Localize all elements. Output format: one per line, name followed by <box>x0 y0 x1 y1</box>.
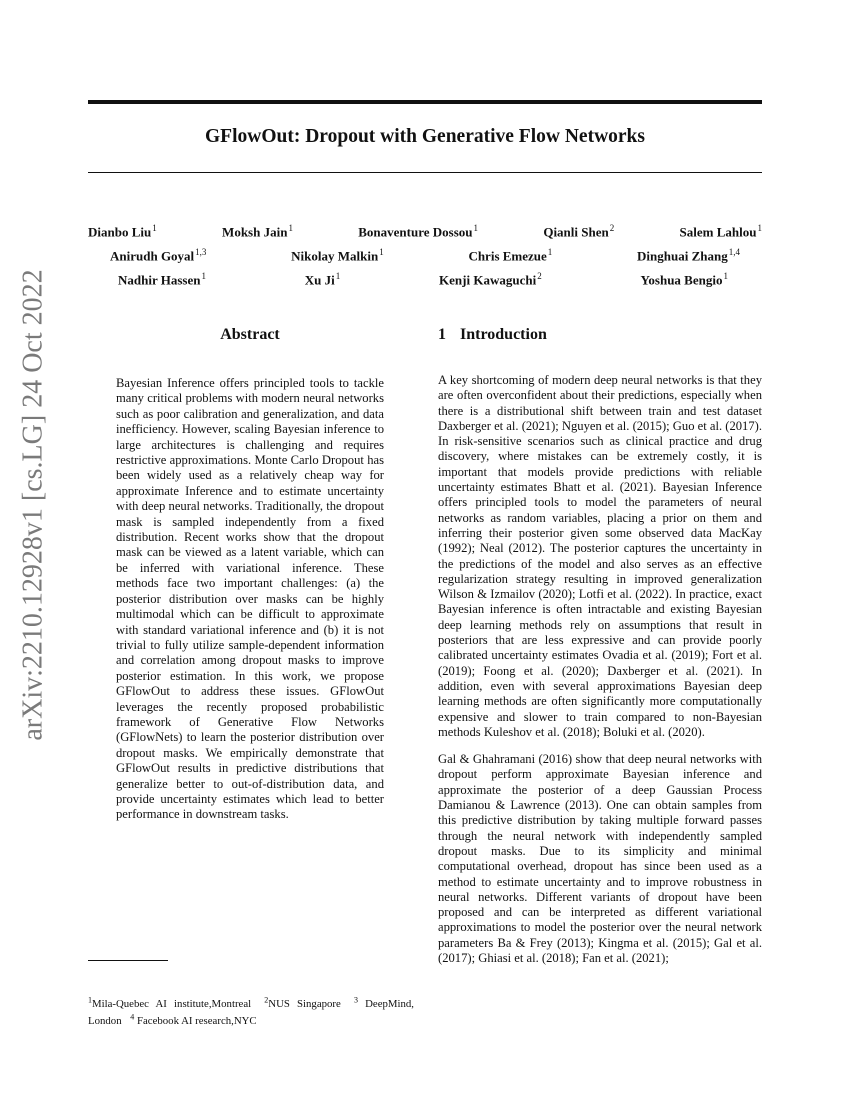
author: Salem Lahlou$^1$ <box>679 223 762 240</box>
section-number: 1 <box>438 326 446 343</box>
paragraph: Gal & Ghahramani (2016) show that deep neural networks with dropout perform approximate Bayesian inference and approximate the posterior of a deep Gaussian Process Damianou & Lawrence (2013). One can obtain samples from this predictive distribution by taking multiple forward passes through the neural network with independently sampled dropout masks. Due to its simplicity and minimal computational overhead, dropout has since been used as a method to estimate uncertainty and to improve robustness in neural networks. Different variants of dropout have been proposed and can be interpreted as different variational approximations to model the posterior over the neural network parameters Ba & Frey (2013); Kingma et al. (2015); Gal et al. (2017); Ghiasi et al. (2018); Fan et al. (2021); <box>438 752 762 965</box>
section-title: Introduction <box>460 326 547 343</box>
affiliation-footnote <box>88 993 414 1028</box>
author: Dinghuai Zhang$^{1,4}$ <box>637 247 740 264</box>
affiliation: $^2$NUS Singapore <box>264 995 341 1010</box>
author: Qianli Shen$^2$ <box>543 223 615 240</box>
author: Nadhir Hassen$^1$ <box>118 271 206 288</box>
author: Nikolay Malkin$^1$ <box>291 247 384 264</box>
author: Xu Ji$^1$ <box>304 271 341 288</box>
author: Moksh Jain$^1$ <box>222 223 293 240</box>
arxiv-identifier <box>14 269 54 741</box>
arxiv-id-text: arXiv:2210.12928v1 [cs.LG] 24 Oct 2022 <box>18 269 50 741</box>
abstract-heading: Abstract <box>220 326 280 343</box>
author: Yoshua Bengio$^1$ <box>640 271 728 288</box>
introduction-body <box>438 373 762 978</box>
abstract-body: Bayesian Inference offers principled tools to tackle many critical problems with modern neural networks such as poor calibration and generalization, and data inefficiency. However, scaling Bayesian inference to large architectures is challenging and requires restrictive approximations. Monte Carlo Dropout has been widely used as a relatively cheap way for approximate Inference and to estimate uncertainty with deep neural networks. Traditionally, the dropout mask is sampled independently from a fixed distribution. Recent works show that the dropout mask can be viewed as a latent variable, which can be inferred with variational inference. These methods face two important challenges: (a) the posterior distribution over masks can be highly multimodal which can be difficult to approximate with standard variational inference and (b) it is not trivial to fully utilize sample-dependent information and correlation among dropout masks to improve posterior estimation. In this work, we propose GFlowOut to address these issues. GFlowOut leverages the recently proposed probabilistic framework of Generative Flow Networks (GFlowNets) to learn the posterior distribution over dropout masks. We empirically demonstrate that GFlowOut results in predictive distributions that generalize better to out-of-distribution data, and provide uncertainty estimates which lead to better performance in downstream tasks. <box>116 376 384 822</box>
paragraph: A key shortcoming of modern deep neural networks is that they are often overconfident about their predictions, especially when there is a distributional shift between train and test dataset Daxberger et al. (2021); Nguyen et al. (2015); Guo et al. (2017). In risk-sensitive scenarios such as clinical practice and drug discovery, where mistakes can be extremely costly, it is important that models provide predictions with reliable uncertainty estimates Bhatt et al. (2021). Bayesian Inference offers principled tools to model the parameters of neural networks as random variables, placing a prior on them and inferring their posterior given some observed data MacKay (1992); Neal (2012). The posterior captures the uncertainty in the predictions of the model and also serves as an effective regularization strategy resulting in improved generalization Wilson & Izmailov (2020); Lotfi et al. (2022). In practice, exact Bayesian inference is often intractable and existing Bayesian deep learning methods rely on assumptions that result in posteriors that are less expressive and can provide poorly calibrated uncertainty estimates Ovadia et al. (2019); Fort et al. (2019); Foong et al. (2020); Daxberger et al. (2021). In addition, even with several approximations Bayesian deep learning methods are often significantly more computationally expensive and slower to train compared to non-Bayesian methods Kuleshov et al. (2018); Boluki et al. (2020). <box>438 373 762 739</box>
introduction-heading <box>438 325 547 345</box>
affiliation: $^4$ Facebook AI research,NYC <box>130 1012 257 1028</box>
title-bottom-rule <box>88 172 762 173</box>
footnote-rule <box>88 960 168 961</box>
paper-title: GFlowOut: Dropout with Generative Flow Networks <box>205 126 645 147</box>
author: Anirudh Goyal$^{1,3}$ <box>110 247 207 264</box>
title-top-rule <box>88 100 762 104</box>
affiliation: $^3$ DeepMind, London <box>88 995 415 1028</box>
author-row <box>88 216 762 240</box>
affiliation: $^1$Mila-Quebec AI institute,Montreal <box>88 995 252 1010</box>
author: Bonaventure Dossou$^1$ <box>358 223 479 240</box>
author-row <box>88 264 762 288</box>
author: Kenji Kawaguchi$^2$ <box>439 271 542 288</box>
author: Dianbo Liu$^1$ <box>88 223 157 240</box>
author-block <box>88 216 762 288</box>
author: Chris Emezue$^1$ <box>468 247 553 264</box>
author-row <box>88 240 762 264</box>
